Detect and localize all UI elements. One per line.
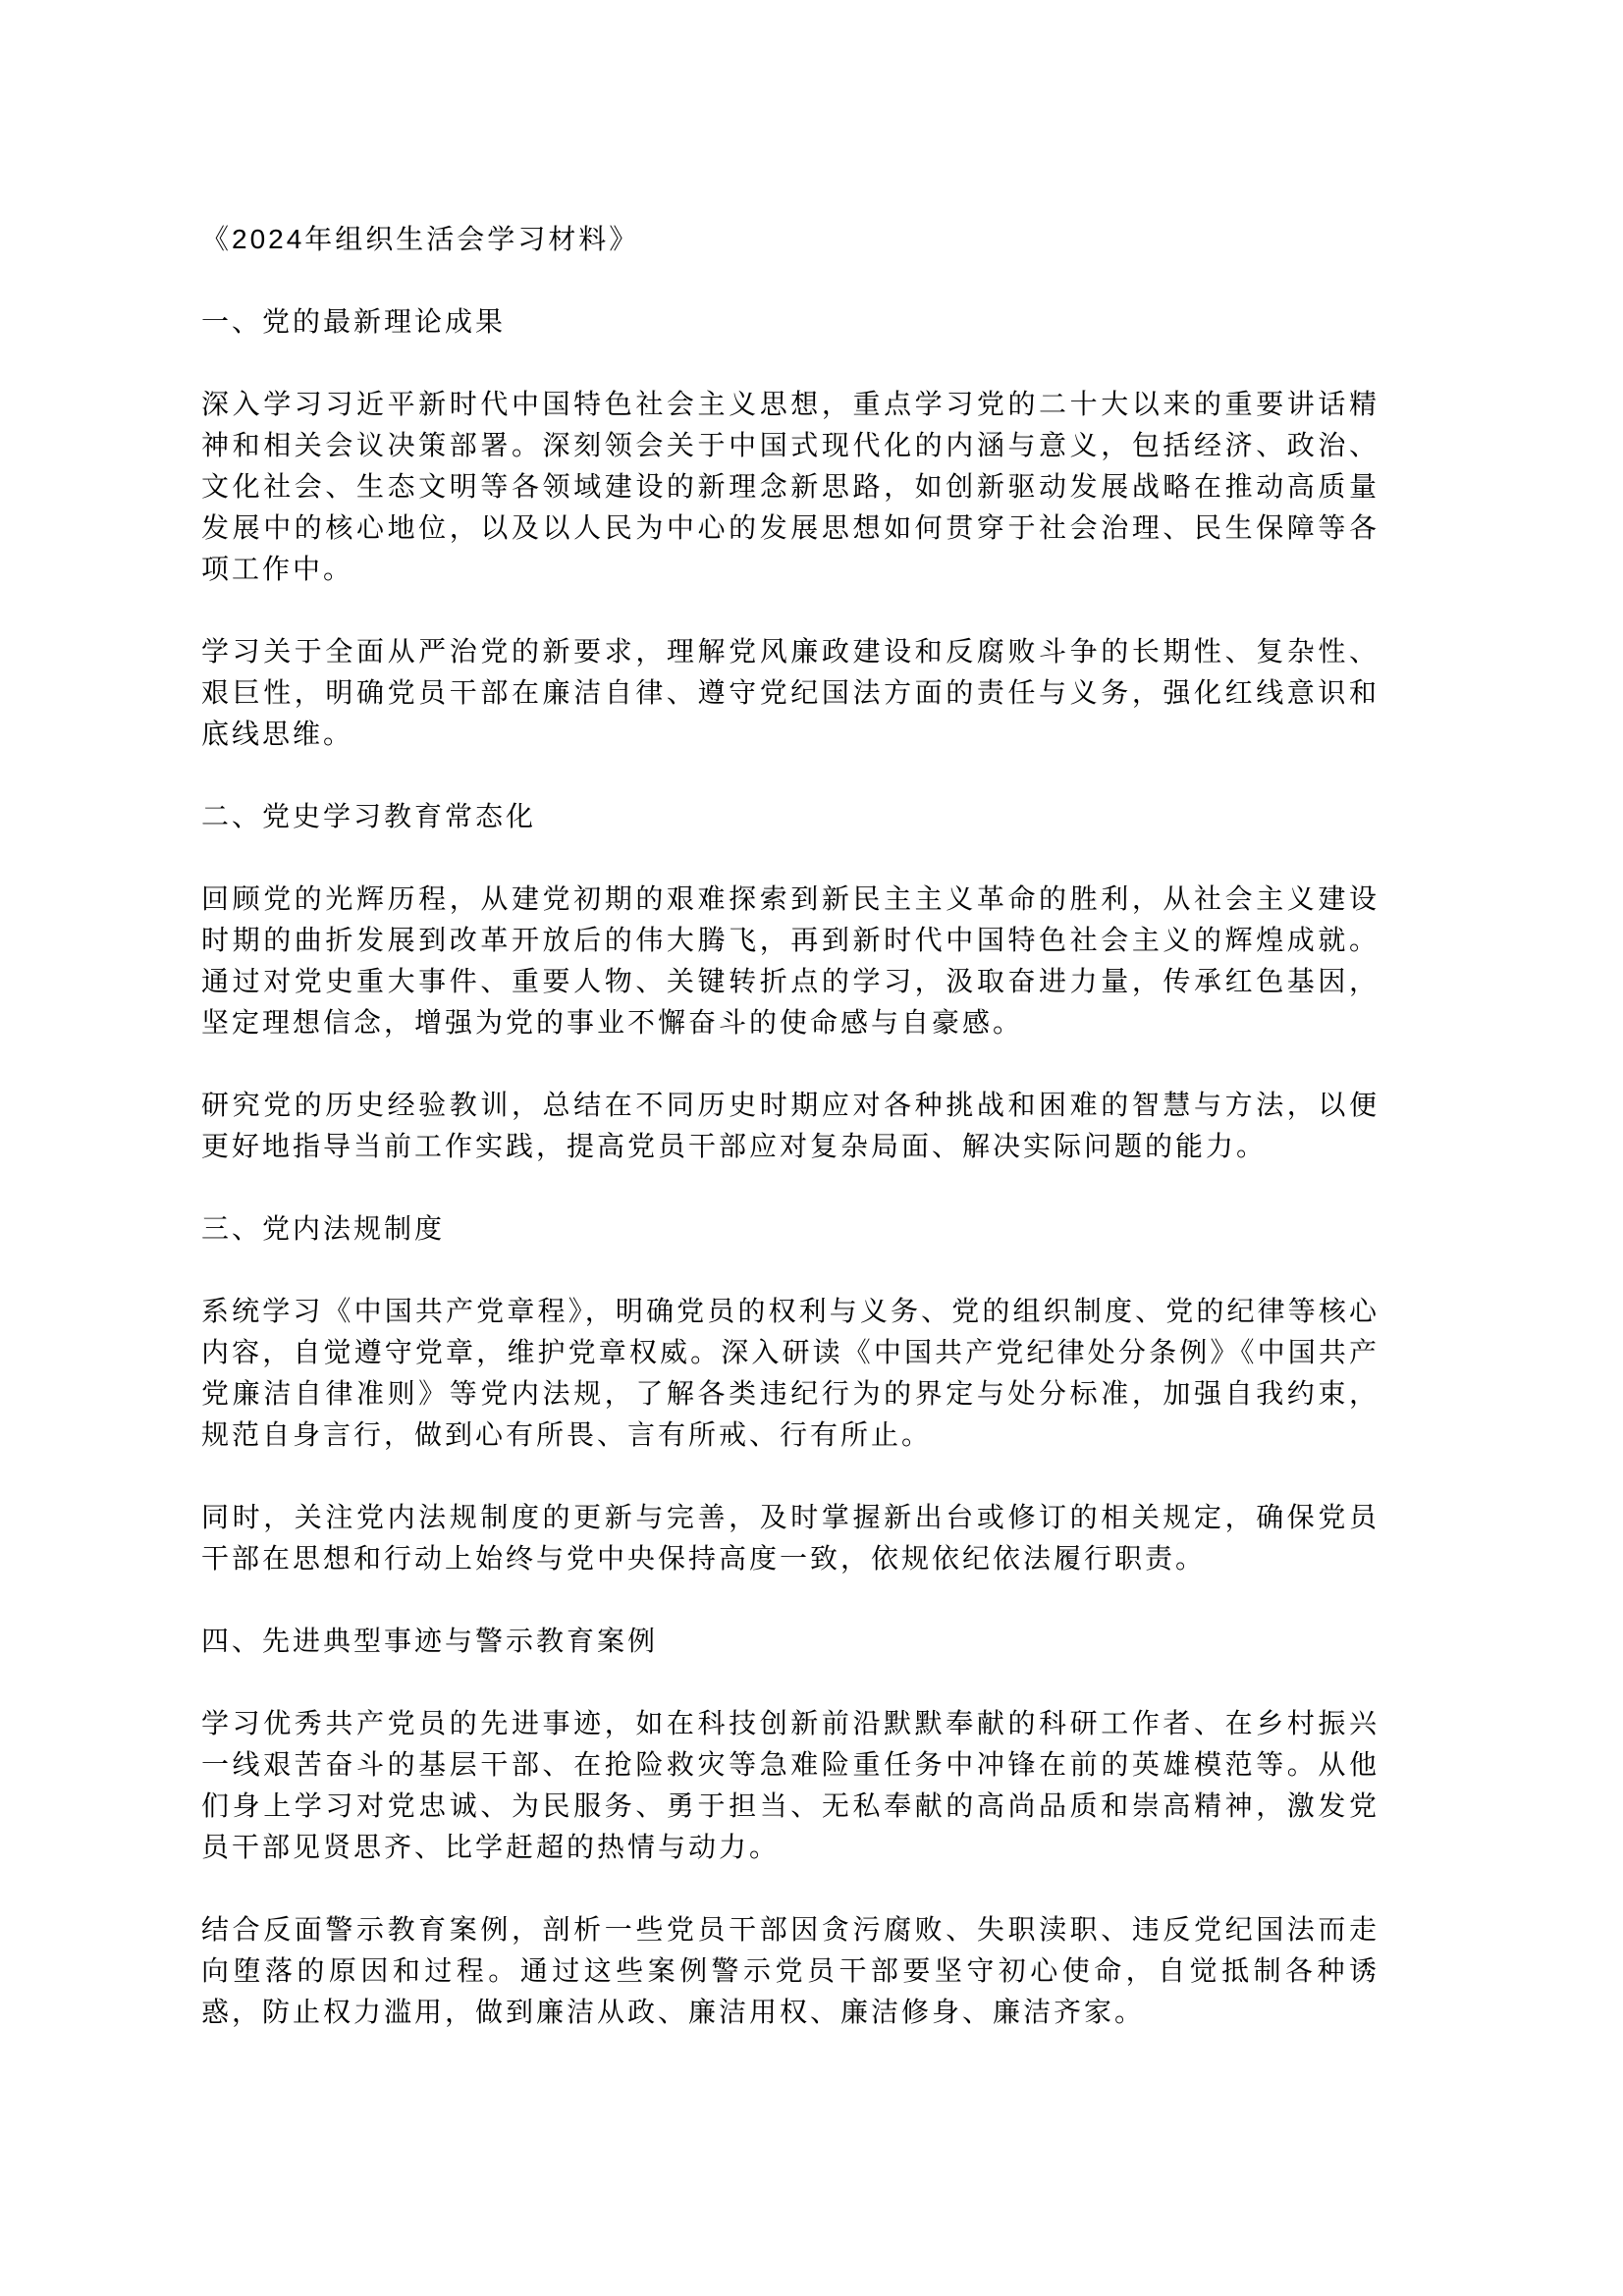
section-4-paragraph-2: 结合反面警示教育案例，剖析一些党员干部因贪污腐败、失职渎职、违反党纪国法而走向堕落的原因和过程。通过这些案例警示党员干部要坚守初心使命，自觉抵制各种诱惑，防止权力滥用，做到廉洁从政、廉洁用权、廉洁修身、廉洁齐家。	[201, 1914, 1380, 2027]
section-1-heading: 一、党的最新理论成果	[201, 306, 507, 337]
document-title: 《2024年组织生活会学习材料》	[201, 224, 640, 254]
section-1-paragraph-2: 学习关于全面从严治党的新要求，理解党风廉政建设和反腐败斗争的长期性、复杂性、艰巨性，明确党员干部在廉洁自律、遵守党纪国法方面的责任与义务，强化红线意识和底线思维。	[201, 636, 1380, 749]
section-2-paragraph-1: 回顾党的光辉历程，从建党初期的艰难探索到新民主主义革命的胜利，从社会主义建设时期的曲折发展到改革开放后的伟大腾飞，再到新时代中国特色社会主义的辉煌成就。通过对党史重大事件、重要人物、关键转折点的学习，汲取奋进力量，传承红色基因，坚定理想信念，增强为党的事业不懈奋斗的使命感与自豪感。	[201, 883, 1380, 1038]
section-4-paragraph-1: 学习优秀共产党员的先进事迹，如在科技创新前沿默默奉献的科研工作者、在乡村振兴一线艰苦奋斗的基层干部、在抢险救灾等急难险重任务中冲锋在前的英雄模范等。从他们身上学习对党忠诚、为民服务、勇于担当、无私奉献的高尚品质和崇高精神，激发党员干部见贤思齐、比学赶超的热情与动力。	[201, 1708, 1380, 1862]
section-4-heading: 四、先进典型事迹与警示教育案例	[201, 1626, 659, 1656]
section-1-paragraph-1: 深入学习习近平新时代中国特色社会主义思想，重点学习党的二十大以来的重要讲话精神和相关会议决策部署。深刻领会关于中国式现代化的内涵与意义，包括经济、政治、文化社会、生态文明等各领域建设的新理念新思路，如创新驱动发展战略在推动高质量发展中的核心地位，以及以人民为中心的发展思想如何贯穿于社会治理、民生保障等各项工作中。	[201, 389, 1380, 584]
section-3-paragraph-1: 系统学习《中国共产党章程》，明确党员的权利与义务、党的组织制度、党的纪律等核心内容，自觉遵守党章，维护党章权威。深入研读《中国共产党纪律处分条例》《中国共产党廉洁自律准则》等党内法规，了解各类违纪行为的界定与处分标准，加强自我约束，规范自身言行，做到心有所畏、言有所戒、行有所止。	[201, 1296, 1380, 1450]
section-3-paragraph-2: 同时，关注党内法规制度的更新与完善，及时掌握新出台或修订的相关规定，确保党员干部在思想和行动上始终与党中央保持高度一致，依规依纪依法履行职责。	[201, 1502, 1380, 1574]
section-2-heading: 二、党史学习教育常态化	[201, 801, 537, 831]
section-3-heading: 三、党内法规制度	[201, 1213, 446, 1244]
section-2-paragraph-2: 研究党的历史经验教训，总结在不同历史时期应对各种挑战和困难的智慧与方法，以便更好地指导当前工作实践，提高党员干部应对复杂局面、解决实际问题的能力。	[201, 1090, 1380, 1161]
